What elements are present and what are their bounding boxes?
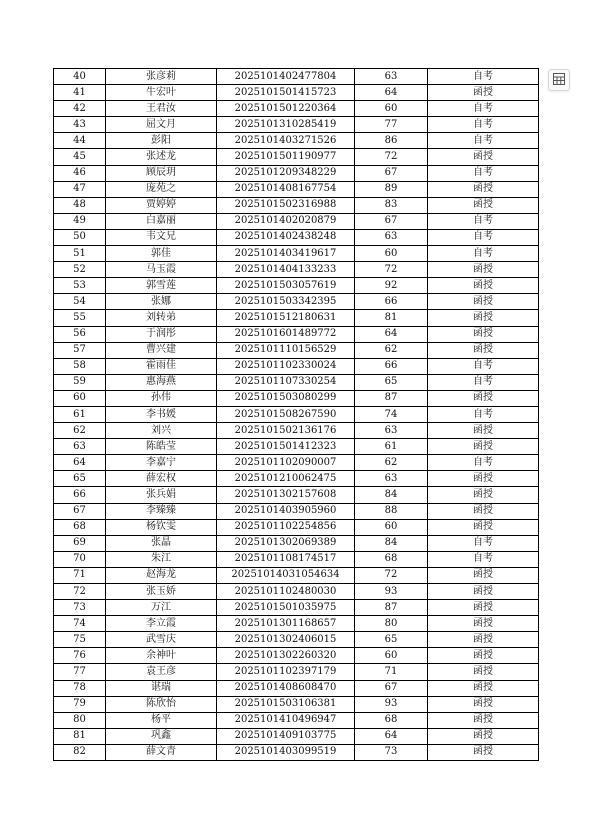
- exam-type-cell: 函授: [428, 181, 539, 197]
- row-number-cell: 73: [54, 600, 106, 616]
- score-cell: 89: [355, 181, 428, 197]
- name-cell: 朱江: [106, 551, 217, 567]
- student-id-cell: 2025101102254856: [217, 519, 355, 535]
- score-cell: 68: [355, 712, 428, 728]
- row-number-cell: 63: [54, 439, 106, 455]
- student-id-cell: 2025101102480030: [217, 584, 355, 600]
- row-number-cell: 74: [54, 616, 106, 632]
- exam-type-cell: 函授: [428, 680, 539, 696]
- name-cell: 曹兴建: [106, 342, 217, 358]
- student-id-cell: 2025101409103775: [217, 728, 355, 744]
- student-id-cell: 2025101501415723: [217, 85, 355, 101]
- name-cell: 韦文兄: [106, 229, 217, 245]
- score-cell: 87: [355, 390, 428, 406]
- table-row: [54, 519, 539, 535]
- row-number-cell: 64: [54, 455, 106, 471]
- exam-type-cell: 自考: [428, 535, 539, 551]
- student-id-cell: 2025101403419617: [217, 246, 355, 262]
- exam-type-cell: 函授: [428, 567, 539, 583]
- name-cell: 陈皓莹: [106, 439, 217, 455]
- score-cell: 61: [355, 439, 428, 455]
- score-cell: 62: [355, 342, 428, 358]
- score-cell: 80: [355, 616, 428, 632]
- row-number-cell: 60: [54, 390, 106, 406]
- name-cell: 马玉霞: [106, 262, 217, 278]
- student-id-cell: 2025101102090007: [217, 455, 355, 471]
- student-id-cell: 2025101102330024: [217, 358, 355, 374]
- exam-type-cell: 函授: [428, 487, 539, 503]
- name-cell: 于润彤: [106, 326, 217, 342]
- table-row: [54, 423, 539, 439]
- table-row: [54, 503, 539, 519]
- table-row: [54, 262, 539, 278]
- student-id-cell: 2025101408608470: [217, 680, 355, 696]
- student-id-cell: 2025101503057619: [217, 278, 355, 294]
- exam-type-cell: 自考: [428, 374, 539, 390]
- row-number-cell: 55: [54, 310, 106, 326]
- score-cell: 93: [355, 584, 428, 600]
- name-cell: 刘兴: [106, 423, 217, 439]
- exam-type-cell: 函授: [428, 648, 539, 664]
- score-cell: 88: [355, 503, 428, 519]
- name-cell: 张晶: [106, 535, 217, 551]
- name-cell: 李立霞: [106, 616, 217, 632]
- student-id-cell: 2025101302069389: [217, 535, 355, 551]
- student-id-cell: 2025101402438248: [217, 229, 355, 245]
- student-id-cell: 2025101301168657: [217, 616, 355, 632]
- student-id-cell: 2025101503106381: [217, 696, 355, 712]
- student-id-cell: 2025101501412323: [217, 439, 355, 455]
- row-number-cell: 57: [54, 342, 106, 358]
- score-cell: 81: [355, 310, 428, 326]
- table-row: [54, 664, 539, 680]
- name-cell: 霍雨佳: [106, 358, 217, 374]
- score-cell: 64: [355, 326, 428, 342]
- row-number-cell: 41: [54, 85, 106, 101]
- student-id-cell: 2025101110156529: [217, 342, 355, 358]
- row-number-cell: 46: [54, 165, 106, 181]
- row-number-cell: 56: [54, 326, 106, 342]
- name-cell: 武雪庆: [106, 632, 217, 648]
- score-cell: 62: [355, 455, 428, 471]
- table-row: [54, 246, 539, 262]
- exam-type-cell: 自考: [428, 117, 539, 133]
- row-number-cell: 47: [54, 181, 106, 197]
- exam-type-cell: 自考: [428, 133, 539, 149]
- exam-type-cell: 函授: [428, 342, 539, 358]
- exam-type-cell: 函授: [428, 197, 539, 213]
- score-cell: 63: [355, 471, 428, 487]
- student-id-cell: 2025101512180631: [217, 310, 355, 326]
- student-id-cell: 2025101402477804: [217, 69, 355, 85]
- score-cell: 72: [355, 262, 428, 278]
- row-number-cell: 69: [54, 535, 106, 551]
- exam-type-cell: 函授: [428, 503, 539, 519]
- name-cell: 余神叶: [106, 648, 217, 664]
- exam-type-cell: 函授: [428, 390, 539, 406]
- score-cell: 60: [355, 101, 428, 117]
- row-number-cell: 54: [54, 294, 106, 310]
- table-row: [54, 696, 539, 712]
- name-cell: 王君汝: [106, 101, 217, 117]
- row-number-cell: 40: [54, 69, 106, 85]
- table-row: [54, 471, 539, 487]
- table-row: [54, 744, 539, 760]
- student-id-cell: 2025101502316988: [217, 197, 355, 213]
- row-number-cell: 77: [54, 664, 106, 680]
- name-cell: 张彦莉: [106, 69, 217, 85]
- student-id-cell: 2025101302406015: [217, 632, 355, 648]
- score-cell: 63: [355, 69, 428, 85]
- name-cell: 万江: [106, 600, 217, 616]
- score-cell: 77: [355, 117, 428, 133]
- exam-type-cell: 函授: [428, 310, 539, 326]
- exam-type-cell: 函授: [428, 439, 539, 455]
- exam-type-cell: 自考: [428, 455, 539, 471]
- name-cell: 杨平: [106, 712, 217, 728]
- student-id-cell: 2025101501190977: [217, 149, 355, 165]
- student-id-cell: 2025101410496947: [217, 712, 355, 728]
- exam-type-cell: 函授: [428, 632, 539, 648]
- exam-type-cell: 函授: [428, 262, 539, 278]
- name-cell: 贾婷婷: [106, 197, 217, 213]
- table-row: [54, 229, 539, 245]
- exam-type-cell: 函授: [428, 85, 539, 101]
- exam-type-cell: 自考: [428, 213, 539, 229]
- table-row: [54, 616, 539, 632]
- table-body: [54, 69, 539, 761]
- score-cell: 83: [355, 197, 428, 213]
- table-row: [54, 680, 539, 696]
- score-cell: 64: [355, 728, 428, 744]
- score-cell: 66: [355, 358, 428, 374]
- student-id-cell: 2025101601489772: [217, 326, 355, 342]
- table-row: [54, 406, 539, 422]
- exam-type-cell: 函授: [428, 696, 539, 712]
- row-number-cell: 80: [54, 712, 106, 728]
- table-extract-button[interactable]: [548, 69, 570, 91]
- table-row: [54, 133, 539, 149]
- table-row: [54, 455, 539, 471]
- name-cell: 袁王彦: [106, 664, 217, 680]
- exam-type-cell: 自考: [428, 246, 539, 262]
- row-number-cell: 79: [54, 696, 106, 712]
- score-cell: 65: [355, 632, 428, 648]
- score-cell: 93: [355, 696, 428, 712]
- exam-type-cell: 自考: [428, 551, 539, 567]
- name-cell: 谌瑞: [106, 680, 217, 696]
- score-cell: 67: [355, 165, 428, 181]
- score-cell: 73: [355, 744, 428, 760]
- student-id-cell: 2025101408167754: [217, 181, 355, 197]
- table-row: [54, 567, 539, 583]
- row-number-cell: 49: [54, 213, 106, 229]
- name-cell: 牛宏叶: [106, 85, 217, 101]
- exam-type-cell: 函授: [428, 600, 539, 616]
- score-cell: 67: [355, 680, 428, 696]
- row-number-cell: 53: [54, 278, 106, 294]
- score-cell: 64: [355, 85, 428, 101]
- row-number-cell: 50: [54, 229, 106, 245]
- name-cell: 白嘉丽: [106, 213, 217, 229]
- row-number-cell: 71: [54, 567, 106, 583]
- name-cell: 张述龙: [106, 149, 217, 165]
- name-cell: 李书媛: [106, 406, 217, 422]
- exam-type-cell: 函授: [428, 519, 539, 535]
- score-cell: 92: [355, 278, 428, 294]
- student-id-cell: 2025101501035975: [217, 600, 355, 616]
- student-id-cell: 2025101403271526: [217, 133, 355, 149]
- table-row: [54, 117, 539, 133]
- name-cell: 赵海龙: [106, 567, 217, 583]
- row-number-cell: 42: [54, 101, 106, 117]
- table-row: [54, 149, 539, 165]
- score-cell: 60: [355, 519, 428, 535]
- name-cell: 刘转弟: [106, 310, 217, 326]
- exam-type-cell: 自考: [428, 69, 539, 85]
- student-id-cell: 2025101310285419: [217, 117, 355, 133]
- name-cell: 杨钦雯: [106, 519, 217, 535]
- exam-type-cell: 自考: [428, 101, 539, 117]
- row-number-cell: 61: [54, 406, 106, 422]
- student-id-cell: 2025101302260320: [217, 648, 355, 664]
- exam-type-cell: 函授: [428, 294, 539, 310]
- score-cell: 65: [355, 374, 428, 390]
- exam-type-cell: 函授: [428, 326, 539, 342]
- table-row: [54, 600, 539, 616]
- student-id-cell: 2025101102397179: [217, 664, 355, 680]
- student-id-cell: 20251014031054634: [217, 567, 355, 583]
- row-number-cell: 70: [54, 551, 106, 567]
- table-row: [54, 728, 539, 744]
- score-cell: 84: [355, 535, 428, 551]
- table-row: [54, 165, 539, 181]
- name-cell: 薛文青: [106, 744, 217, 760]
- name-cell: 郭雪莲: [106, 278, 217, 294]
- name-cell: 郭佳: [106, 246, 217, 262]
- table-row: [54, 310, 539, 326]
- score-cell: 66: [355, 294, 428, 310]
- student-id-cell: 2025101403905960: [217, 503, 355, 519]
- name-cell: 庞苑之: [106, 181, 217, 197]
- table-row: [54, 535, 539, 551]
- table-row: [54, 197, 539, 213]
- student-id-cell: 2025101501220364: [217, 101, 355, 117]
- table-row: [54, 342, 539, 358]
- name-cell: 张娜: [106, 294, 217, 310]
- name-cell: 巩鑫: [106, 728, 217, 744]
- score-cell: 74: [355, 406, 428, 422]
- table-row: [54, 294, 539, 310]
- name-cell: 孙伟: [106, 390, 217, 406]
- student-id-cell: 2025101402020879: [217, 213, 355, 229]
- table-row: [54, 439, 539, 455]
- table-row: [54, 278, 539, 294]
- student-id-cell: 2025101404133233: [217, 262, 355, 278]
- exam-type-cell: 自考: [428, 358, 539, 374]
- score-cell: 87: [355, 600, 428, 616]
- row-number-cell: 68: [54, 519, 106, 535]
- name-cell: 顾辰玥: [106, 165, 217, 181]
- name-cell: 张玉娇: [106, 584, 217, 600]
- table-extract-icon: [552, 71, 566, 90]
- score-cell: 72: [355, 149, 428, 165]
- row-number-cell: 59: [54, 374, 106, 390]
- score-cell: 60: [355, 648, 428, 664]
- student-id-cell: 2025101302157608: [217, 487, 355, 503]
- exam-type-cell: 自考: [428, 406, 539, 422]
- student-id-cell: 2025101107330254: [217, 374, 355, 390]
- score-cell: 67: [355, 213, 428, 229]
- exam-type-cell: 函授: [428, 712, 539, 728]
- row-number-cell: 48: [54, 197, 106, 213]
- row-number-cell: 43: [54, 117, 106, 133]
- score-cell: 63: [355, 229, 428, 245]
- row-number-cell: 62: [54, 423, 106, 439]
- row-number-cell: 51: [54, 246, 106, 262]
- row-number-cell: 66: [54, 487, 106, 503]
- row-number-cell: 82: [54, 744, 106, 760]
- table-row: [54, 326, 539, 342]
- exam-type-cell: 函授: [428, 664, 539, 680]
- table-row: [54, 101, 539, 117]
- name-cell: 李臻臻: [106, 503, 217, 519]
- table-row: [54, 551, 539, 567]
- exam-type-cell: 函授: [428, 728, 539, 744]
- row-number-cell: 44: [54, 133, 106, 149]
- table-row: [54, 181, 539, 197]
- exam-type-cell: 函授: [428, 278, 539, 294]
- row-number-cell: 75: [54, 632, 106, 648]
- student-id-cell: 2025101209348229: [217, 165, 355, 181]
- score-cell: 68: [355, 551, 428, 567]
- table-row: [54, 213, 539, 229]
- name-cell: 惠海燕: [106, 374, 217, 390]
- exam-type-cell: 自考: [428, 165, 539, 181]
- name-cell: 张兵娟: [106, 487, 217, 503]
- exam-type-cell: 函授: [428, 584, 539, 600]
- student-id-cell: 2025101503080299: [217, 390, 355, 406]
- table-row: [54, 390, 539, 406]
- student-id-cell: 2025101502136176: [217, 423, 355, 439]
- student-id-cell: 2025101508267590: [217, 406, 355, 422]
- exam-type-cell: 函授: [428, 471, 539, 487]
- table-row: [54, 358, 539, 374]
- table-row: [54, 632, 539, 648]
- table-row: [54, 648, 539, 664]
- score-cell: 71: [355, 664, 428, 680]
- row-number-cell: 65: [54, 471, 106, 487]
- score-cell: 72: [355, 567, 428, 583]
- table-row: [54, 487, 539, 503]
- name-cell: 李嘉宁: [106, 455, 217, 471]
- table-row: [54, 584, 539, 600]
- row-number-cell: 78: [54, 680, 106, 696]
- student-id-cell: 2025101210062475: [217, 471, 355, 487]
- exam-type-cell: 函授: [428, 423, 539, 439]
- score-cell: 84: [355, 487, 428, 503]
- name-cell: 彭阳: [106, 133, 217, 149]
- row-number-cell: 72: [54, 584, 106, 600]
- exam-type-cell: 函授: [428, 744, 539, 760]
- score-table: [53, 68, 539, 761]
- name-cell: 陈欣怡: [106, 696, 217, 712]
- row-number-cell: 67: [54, 503, 106, 519]
- row-number-cell: 58: [54, 358, 106, 374]
- table-row: [54, 374, 539, 390]
- student-id-cell: 2025101503342395: [217, 294, 355, 310]
- student-id-cell: 2025101108174517: [217, 551, 355, 567]
- table-row: [54, 712, 539, 728]
- row-number-cell: 81: [54, 728, 106, 744]
- score-cell: 86: [355, 133, 428, 149]
- exam-type-cell: 函授: [428, 149, 539, 165]
- table-row: [54, 69, 539, 85]
- row-number-cell: 76: [54, 648, 106, 664]
- row-number-cell: 52: [54, 262, 106, 278]
- student-id-cell: 2025101403099519: [217, 744, 355, 760]
- exam-type-cell: 函授: [428, 616, 539, 632]
- name-cell: 屈文月: [106, 117, 217, 133]
- score-cell: 63: [355, 423, 428, 439]
- table-row: [54, 85, 539, 101]
- score-cell: 60: [355, 246, 428, 262]
- name-cell: 薛宏权: [106, 471, 217, 487]
- exam-type-cell: 自考: [428, 229, 539, 245]
- row-number-cell: 45: [54, 149, 106, 165]
